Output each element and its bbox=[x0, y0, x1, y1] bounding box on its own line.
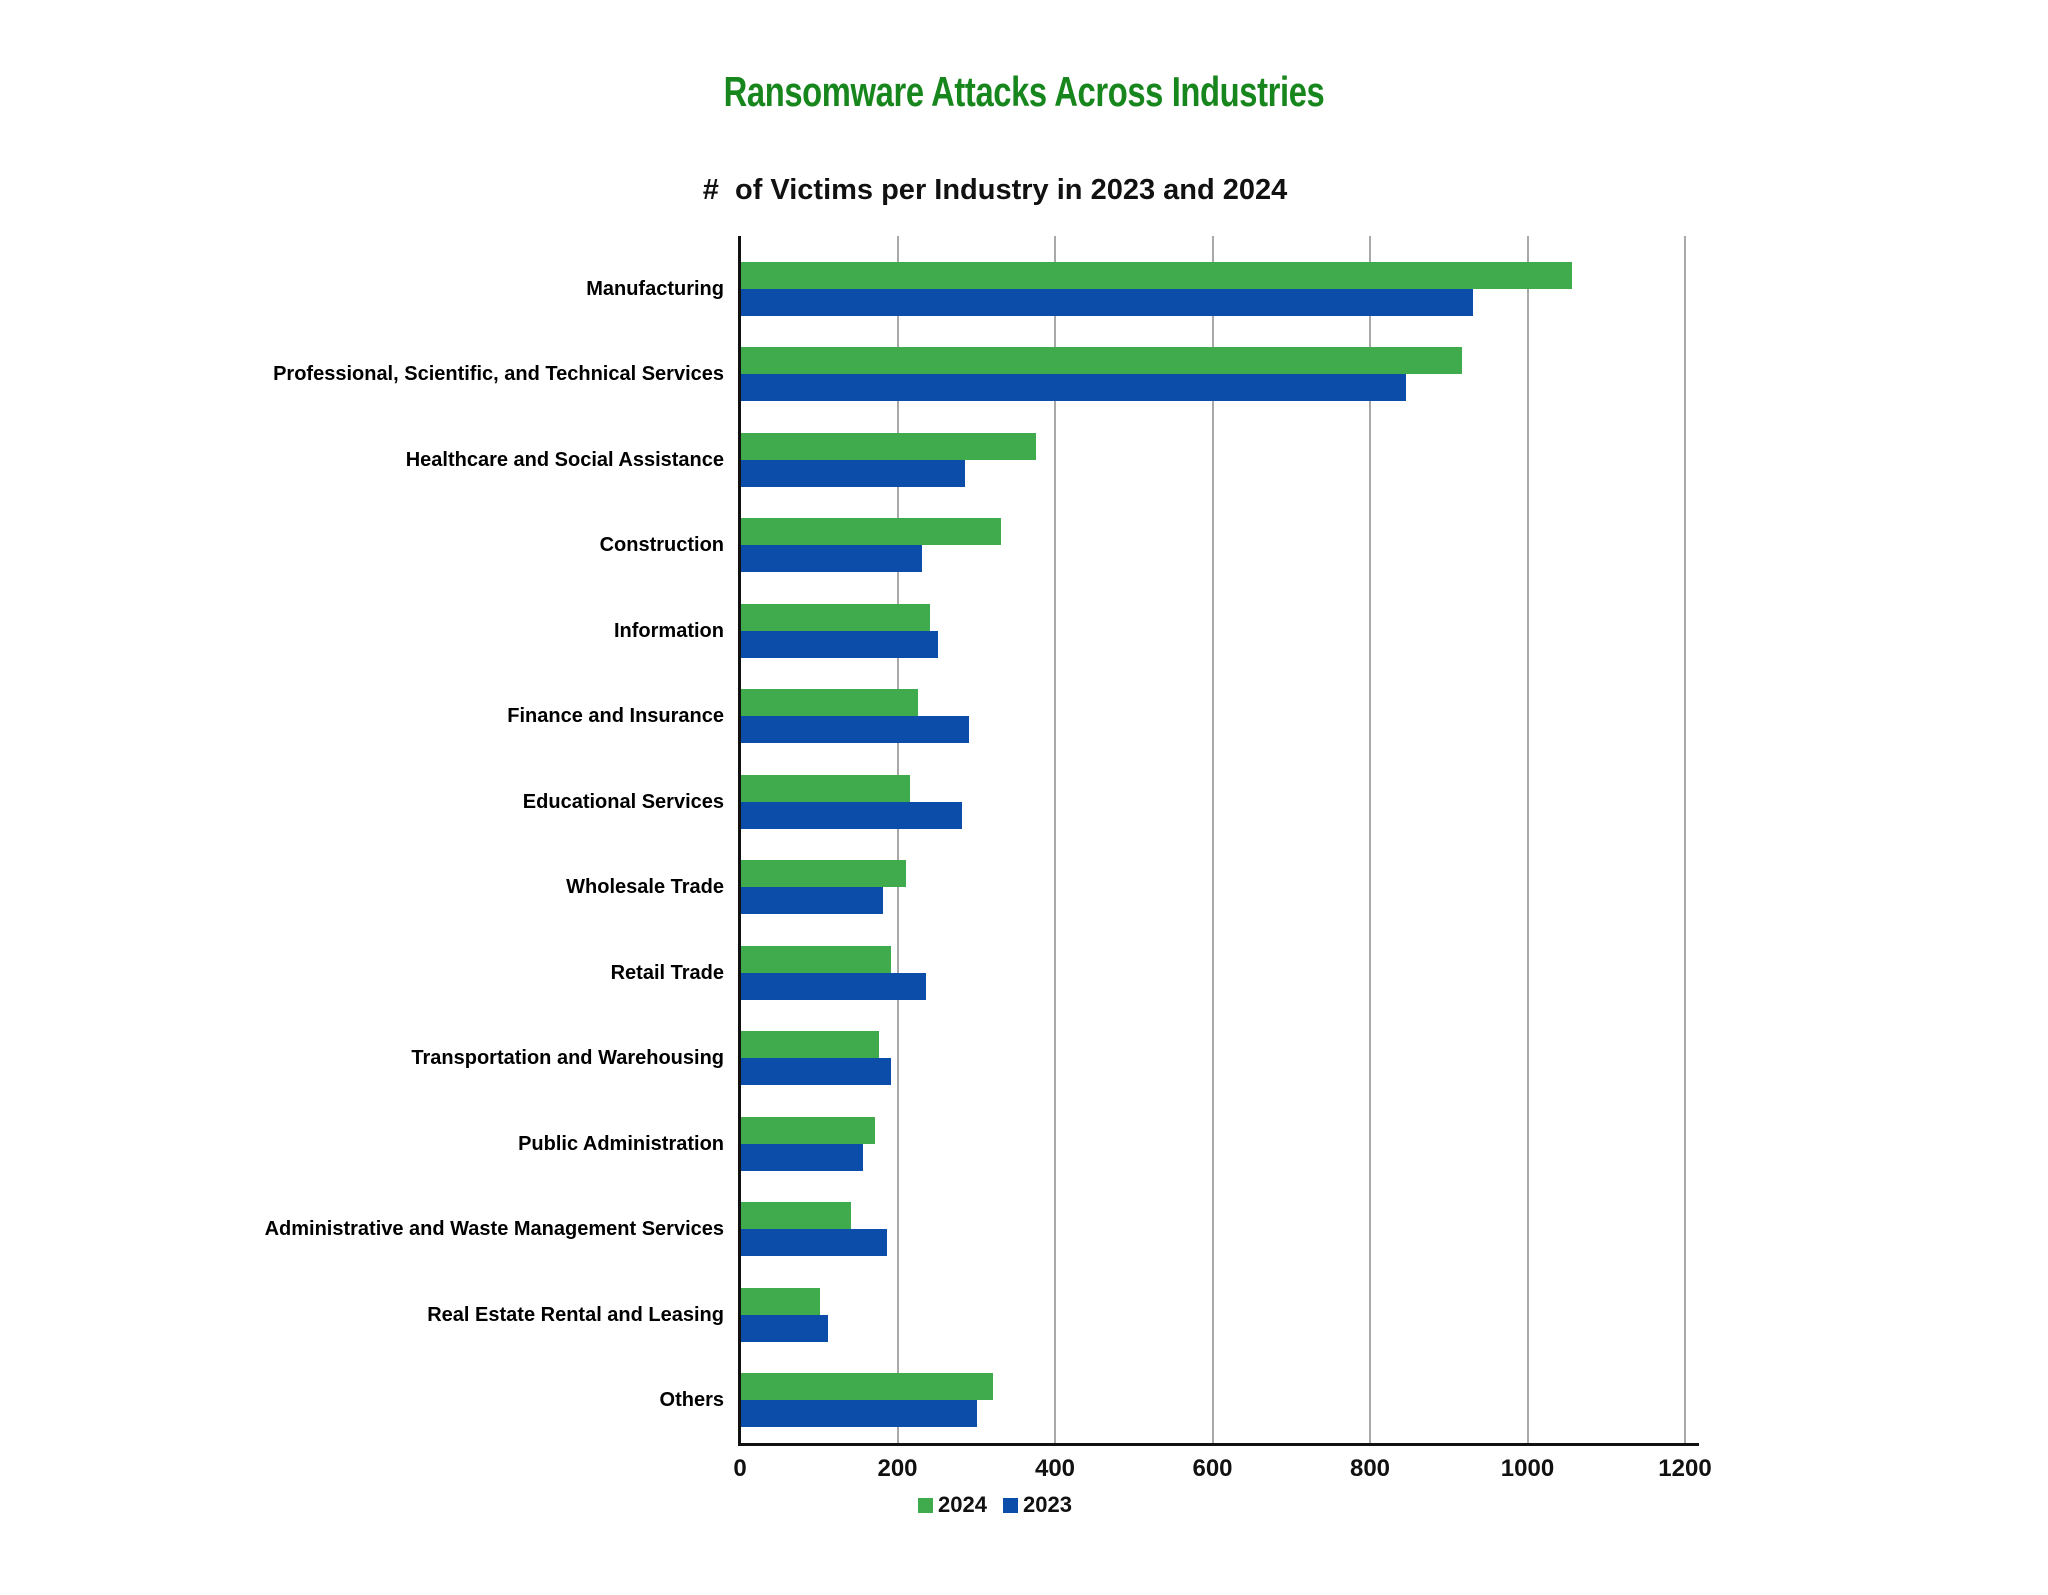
category-label: Others bbox=[659, 1389, 724, 1412]
bar-2024 bbox=[741, 689, 918, 716]
x-tick-label: 800 bbox=[1349, 1455, 1391, 1482]
x-tick-label: 1000 bbox=[1500, 1455, 1555, 1482]
bar-2024 bbox=[741, 433, 1036, 460]
category-label: Retail Trade bbox=[610, 961, 724, 984]
gridline-600 bbox=[1212, 236, 1214, 1443]
category-label: Construction bbox=[599, 534, 724, 557]
bar-2024 bbox=[741, 604, 930, 631]
bar-2024 bbox=[741, 946, 891, 973]
x-tick-label: 1200 bbox=[1658, 1455, 1712, 1482]
bar-2023 bbox=[741, 460, 965, 487]
chart-title: Ransomware Attacks Across Industries bbox=[723, 68, 1325, 115]
bar-2024 bbox=[741, 775, 910, 802]
bar-2024 bbox=[741, 1202, 851, 1229]
legend bbox=[290, 1492, 1700, 1518]
legend-label: 2023 bbox=[1023, 1492, 1072, 1517]
category-label: Public Administration bbox=[518, 1132, 724, 1155]
bar-2023 bbox=[741, 631, 938, 658]
bar-2024 bbox=[741, 347, 1462, 374]
x-axis-line bbox=[738, 1443, 1699, 1446]
category-label: Finance and Insurance bbox=[507, 705, 724, 728]
x-tick-label: 400 bbox=[1034, 1455, 1076, 1482]
x-tick-label: 200 bbox=[877, 1455, 918, 1482]
category-label: Wholesale Trade bbox=[566, 876, 724, 899]
category-label: Information bbox=[614, 619, 724, 642]
bar-2024 bbox=[741, 518, 1001, 545]
gridline-200 bbox=[897, 236, 899, 1443]
category-label: Professional, Scientific, and Technical Services bbox=[273, 363, 724, 386]
category-label: Manufacturing bbox=[586, 277, 724, 300]
category-label: Transportation and Warehousing bbox=[411, 1047, 724, 1070]
bar-2023 bbox=[741, 973, 926, 1000]
bar-2024 bbox=[741, 1031, 879, 1058]
legend-entry-2023 bbox=[1003, 1492, 1072, 1518]
category-label: Administrative and Waste Management Services bbox=[264, 1218, 724, 1241]
bar-2023 bbox=[741, 716, 969, 743]
chart-subtitle: # of Victims per Industry in 2023 and 2024 bbox=[702, 174, 1288, 206]
legend-label: 2024 bbox=[938, 1492, 987, 1517]
gridline-1000 bbox=[1527, 236, 1529, 1443]
gridline-800 bbox=[1369, 236, 1371, 1443]
x-tick-label: 600 bbox=[1192, 1455, 1233, 1482]
category-label: Real Estate Rental and Leasing bbox=[427, 1303, 724, 1326]
bar-2023 bbox=[741, 374, 1406, 401]
legend-swatch-2024 bbox=[918, 1498, 933, 1513]
bar-2023 bbox=[741, 1058, 891, 1085]
y-axis-line bbox=[738, 236, 741, 1446]
bar-2023 bbox=[741, 289, 1473, 316]
bar-2023 bbox=[741, 545, 922, 572]
bar-2024 bbox=[741, 262, 1572, 289]
category-label: Educational Services bbox=[522, 790, 724, 813]
bar-2023 bbox=[741, 802, 962, 829]
x-tick-label: 0 bbox=[733, 1455, 747, 1482]
bar-2023 bbox=[741, 1400, 977, 1427]
bar-2023 bbox=[741, 1315, 828, 1342]
bar-2024 bbox=[741, 860, 906, 887]
bar-2024 bbox=[741, 1288, 820, 1315]
bar-2023 bbox=[741, 887, 883, 914]
bar-2023 bbox=[741, 1229, 887, 1256]
bar-2023 bbox=[741, 1144, 863, 1171]
legend-entry-2024 bbox=[918, 1492, 987, 1518]
category-label: Healthcare and Social Assistance bbox=[405, 448, 724, 471]
legend-swatch-2023 bbox=[1003, 1498, 1018, 1513]
gridline-400 bbox=[1054, 236, 1056, 1443]
bar-2024 bbox=[741, 1373, 993, 1400]
bar-2024 bbox=[741, 1117, 875, 1144]
gridline-1200 bbox=[1684, 236, 1686, 1443]
